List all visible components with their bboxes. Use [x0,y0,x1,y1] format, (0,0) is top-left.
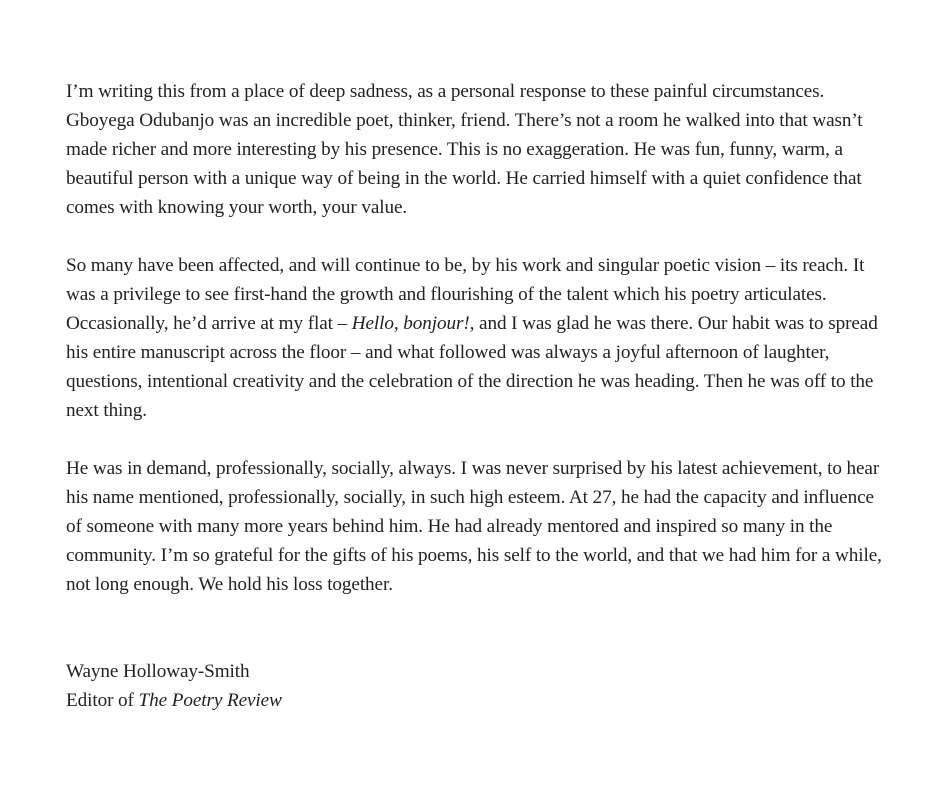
signature-role [66,686,886,715]
paragraph-3: He was in demand, professionally, socially, always. I was never surprised by his latest achievement, to hear his name mentioned, professionally, socially, in such high esteem. At 27, he had the capacity and influence of someone with many more years behind him. He had already mentored and inspired so many in the community. I’m so grateful for the gifts of his poems, his self to the world, and that we had him for a while, not long enough. We hold his loss together. [66,458,882,595]
signature-publication: The Poetry Review [138,690,282,711]
paragraph-2-greeting: Hello, bonjour! [351,313,470,334]
paragraph-2 [66,251,886,425]
signature-role-prefix: Editor of [66,690,139,711]
paragraph-2-text-end: , and I was glad he was there. Our habit was to spread his entire manuscript across the floor – and what followed was always a joyful afternoon of laughter, questions, intentional creativity and the celebration of the direction he was heading. Then he was off to the next thing. [66,313,878,421]
signature-block [66,657,886,715]
signature-name: Wayne Holloway-Smith [66,661,250,682]
paragraph-1: I’m writing this from a place of deep sadness, as a personal response to these painful circumstances. Gboyega Odubanjo was an incredible poet, thinker, friend. There’s not a room he walked into that wasn’t made richer and more interesting by his presence. This is no exaggeration. He was fun, funny, warm, a beautiful person with a unique way of being in the world. He carried himself with a quiet confidence that comes with knowing your worth, your value. [66,81,863,218]
letter-body [66,77,886,715]
paragraph-2-text-start: So many have been affected, and will continue to be, by his work and singular poetic vision – its reach. It was a privilege to see first-hand the growth and flourishing of the talent which his poetry articulates. Occasionally, he’d arrive at my flat – [66,255,865,334]
